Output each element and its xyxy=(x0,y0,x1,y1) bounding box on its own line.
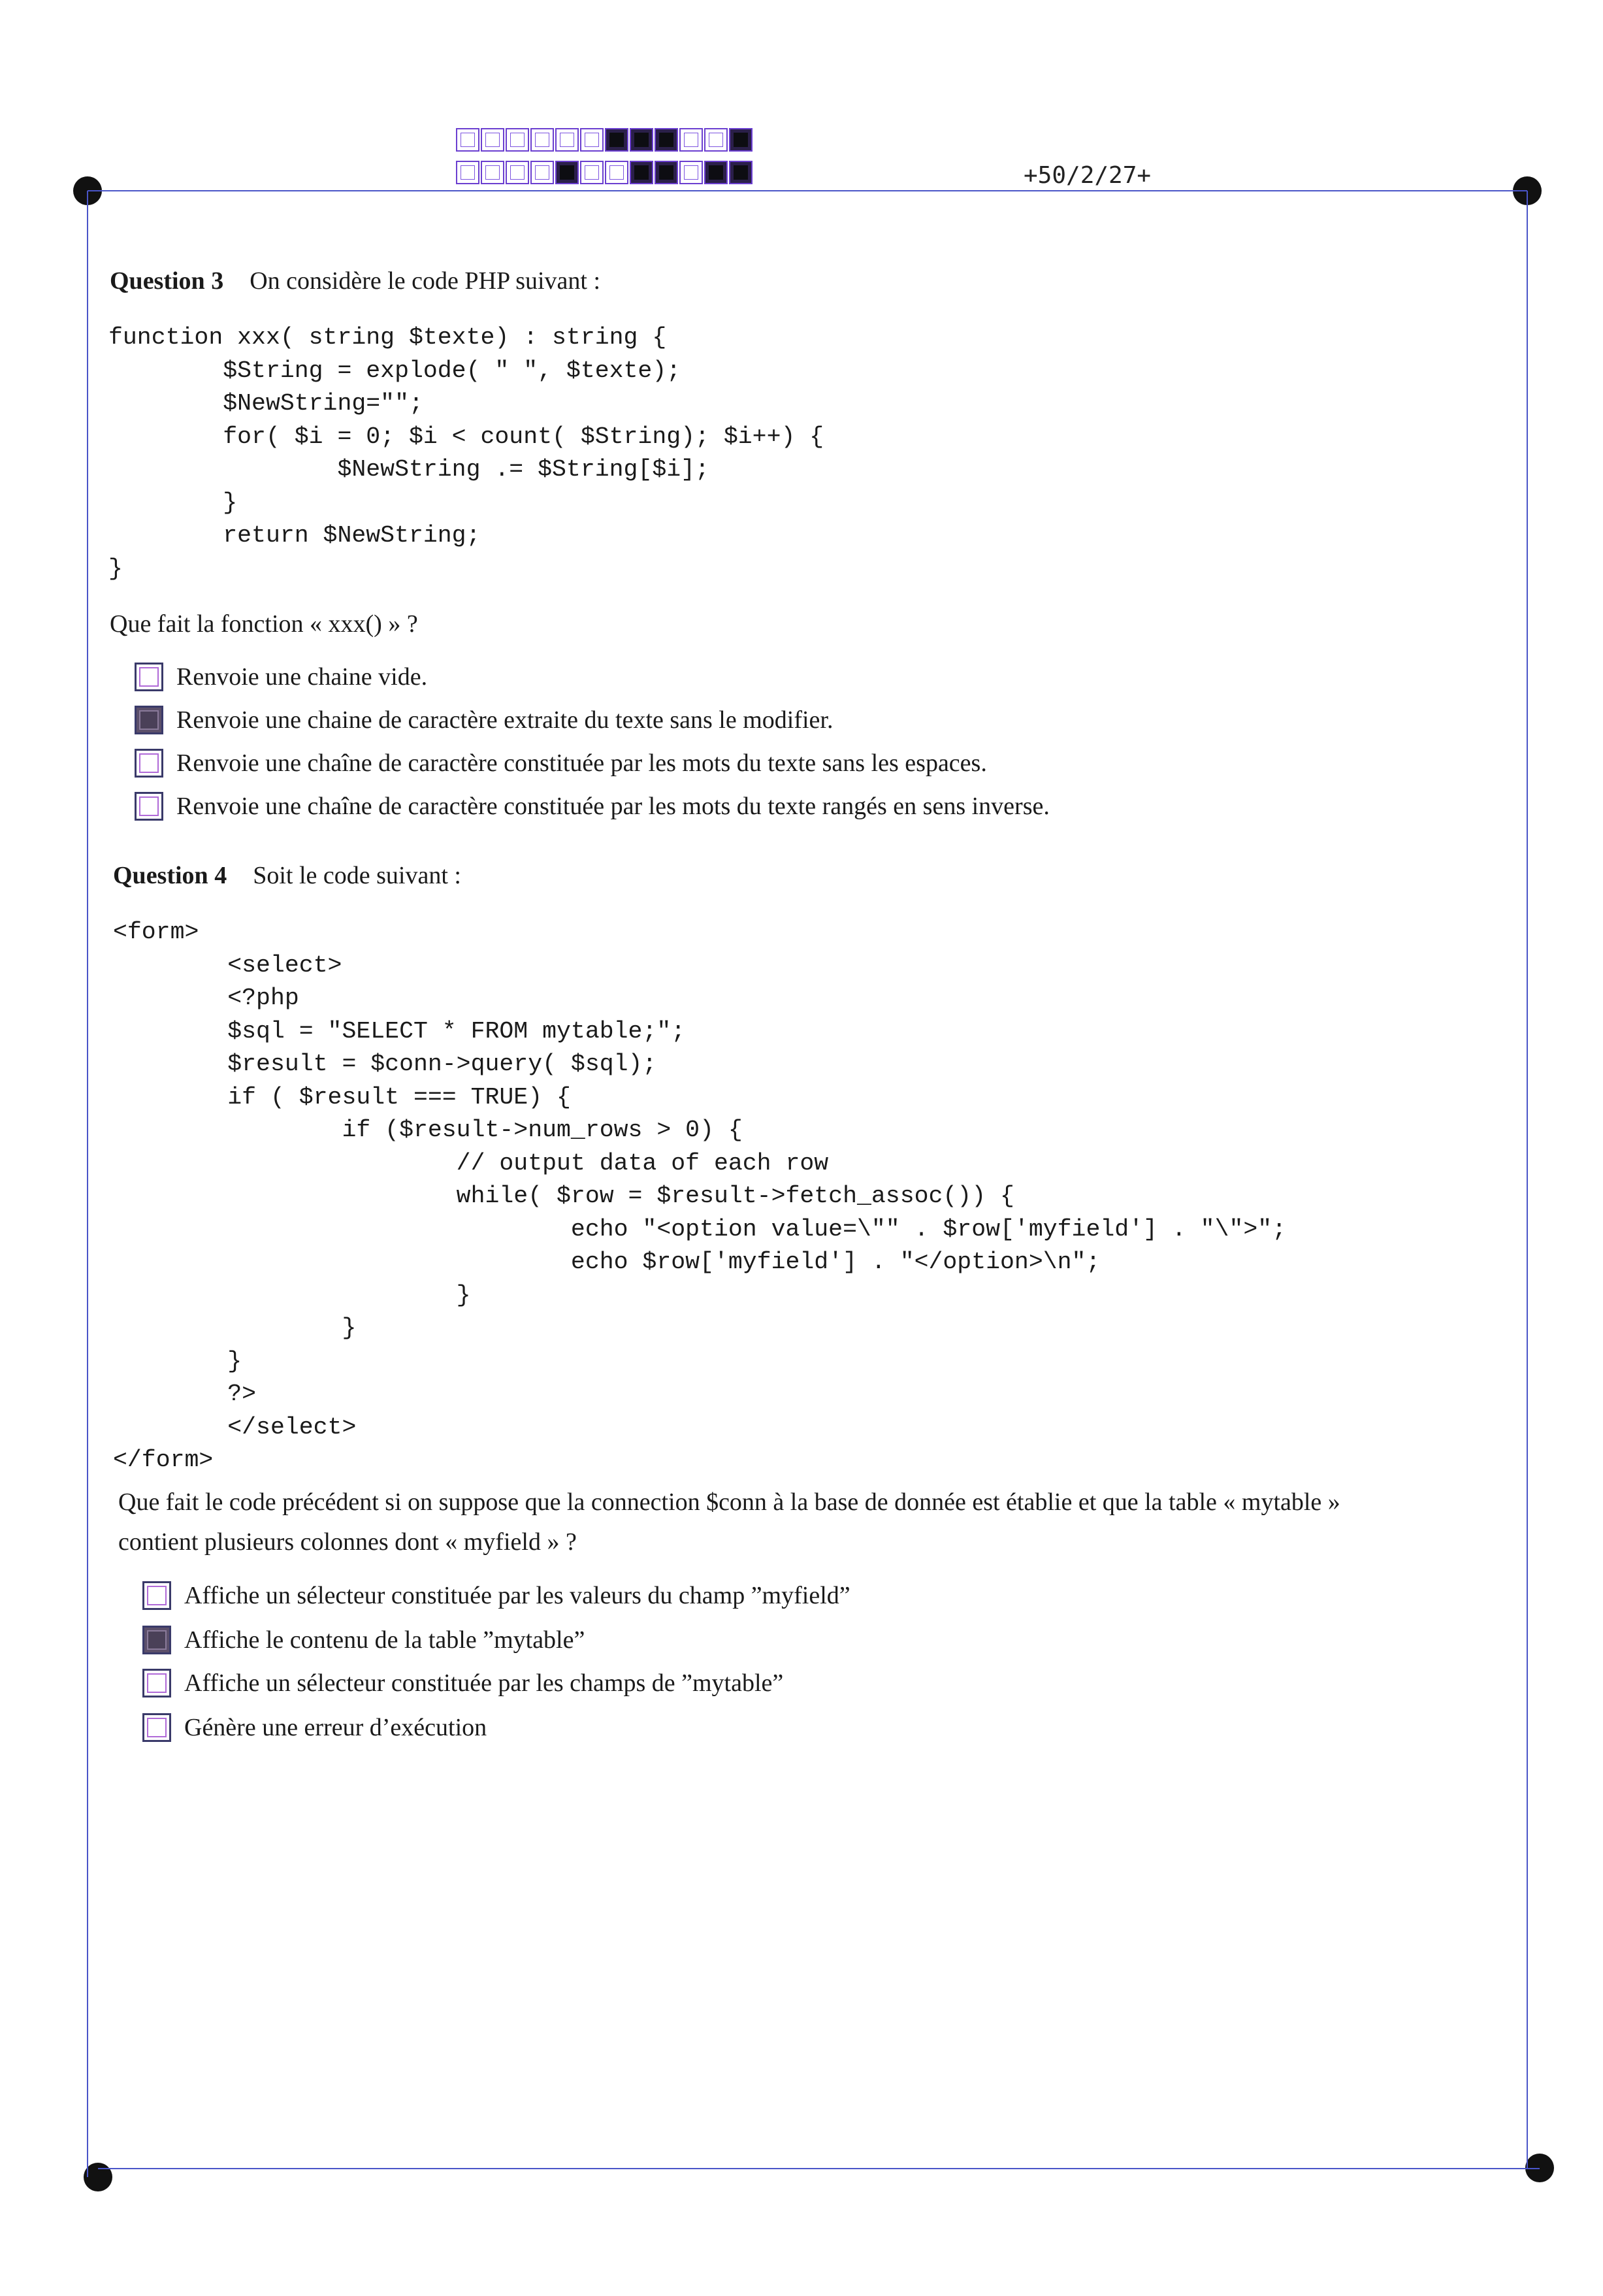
frame-bottom xyxy=(98,2168,1540,2169)
question-4-prompt-line-1: Que fait le code précédent si on suppose que la connection $conn à la base de donnée est établie et que la table « mytable » xyxy=(118,1488,1340,1516)
frame-right xyxy=(1527,191,1528,2169)
barcode-cell xyxy=(555,128,579,152)
barcode-cell xyxy=(555,161,579,184)
question-3-prompt: Que fait la fonction « xxx() » ? xyxy=(110,610,418,638)
frame-top xyxy=(88,190,1527,191)
checkbox[interactable] xyxy=(142,1669,171,1697)
barcode-cell xyxy=(655,128,678,152)
checkbox[interactable] xyxy=(135,663,163,691)
barcode-cell xyxy=(679,161,703,184)
barcode-cell xyxy=(530,128,554,152)
answer-label: Renvoie une chaîne de caractère constituée par les mots du texte rangés en sens inverse. xyxy=(176,793,1050,820)
barcode-cell xyxy=(580,161,604,184)
question-4-answer-3[interactable] xyxy=(142,1669,783,1697)
barcode-cell xyxy=(655,161,678,184)
barcode-cell xyxy=(506,128,529,152)
barcode-cell xyxy=(679,128,703,152)
question-4-prompt-line-2: contient plusieurs colonnes dont « myfield » ? xyxy=(118,1528,577,1556)
checkbox[interactable] xyxy=(135,749,163,778)
barcode-cell xyxy=(729,161,753,184)
checkbox[interactable] xyxy=(135,706,163,734)
barcode-cell xyxy=(530,161,554,184)
question-4-intro: Soit le code suivant : xyxy=(253,862,461,889)
barcode-cell xyxy=(456,161,479,184)
barcode-row-1 xyxy=(456,128,754,154)
question-3-answer-2[interactable] xyxy=(135,706,833,734)
checkbox[interactable] xyxy=(142,1713,171,1742)
barcode-cell xyxy=(481,128,504,152)
barcode-row-2 xyxy=(456,161,754,187)
checkbox[interactable] xyxy=(142,1581,171,1610)
question-4-code: <form> <select> <?php $sql = "SELECT * FROM mytable;"; $result = $conn->query( $sql); if ( $result === TRUE) { if ($result->num_rows > 0) { // output data of each row while( $row = $result->fetch_assoc()) { echo "<option value=\"" . $row['myfield'] . "\">"; echo $row['myfield'] . "</option>\n"; } } } ?> </select> </form> xyxy=(113,919,1287,1473)
question-3-header xyxy=(110,267,600,295)
barcode-cell xyxy=(630,128,653,152)
barcode-cell xyxy=(481,161,504,184)
answer-label: Renvoie une chaine vide. xyxy=(176,663,428,691)
barcode-cell xyxy=(729,128,753,152)
checkbox[interactable] xyxy=(142,1626,171,1654)
question-3-answer-4[interactable] xyxy=(135,792,1050,821)
question-4-header xyxy=(113,861,461,890)
question-4-answer-2[interactable] xyxy=(142,1626,585,1654)
barcode-cell xyxy=(605,161,628,184)
page-code: +50/2/27+ xyxy=(1024,162,1152,189)
frame-left xyxy=(87,191,88,2177)
barcode-cell xyxy=(630,161,653,184)
question-4-number: Question 4 xyxy=(113,862,227,889)
answer-label: Affiche le contenu de la table ”mytable” xyxy=(184,1626,585,1654)
question-3-answer-1[interactable] xyxy=(135,663,427,691)
question-4-answer-1[interactable] xyxy=(142,1581,850,1610)
answer-label: Affiche un sélecteur constituée par les champs de ”mytable” xyxy=(184,1669,784,1697)
answer-label: Génère une erreur d’exécution xyxy=(184,1714,487,1741)
barcode-cell xyxy=(580,128,604,152)
question-4-answer-4[interactable] xyxy=(142,1713,487,1742)
question-3-code: function xxx( string $texte) : string { $String = explode( " ", $texte); $NewString=""; for( $i = 0; $i < count( $String); $i++) { $NewString .= $String[$i]; } return $NewString; } xyxy=(108,324,824,582)
answer-label: Renvoie une chaine de caractère extraite du texte sans le modifier. xyxy=(176,706,834,734)
checkbox[interactable] xyxy=(135,792,163,821)
barcode-cell xyxy=(704,128,728,152)
barcode-cell xyxy=(704,161,728,184)
answer-label: Affiche un sélecteur constituée par les valeurs du champ ”myfield” xyxy=(184,1582,850,1609)
barcode-cell xyxy=(605,128,628,152)
barcode-cell xyxy=(456,128,479,152)
question-3-number: Question 3 xyxy=(110,267,224,295)
question-3-answer-3[interactable] xyxy=(135,749,987,778)
question-3-intro: On considère le code PHP suivant : xyxy=(250,267,601,295)
answer-label: Renvoie une chaîne de caractère constituée par les mots du texte sans les espaces. xyxy=(176,749,987,777)
barcode-cell xyxy=(506,161,529,184)
